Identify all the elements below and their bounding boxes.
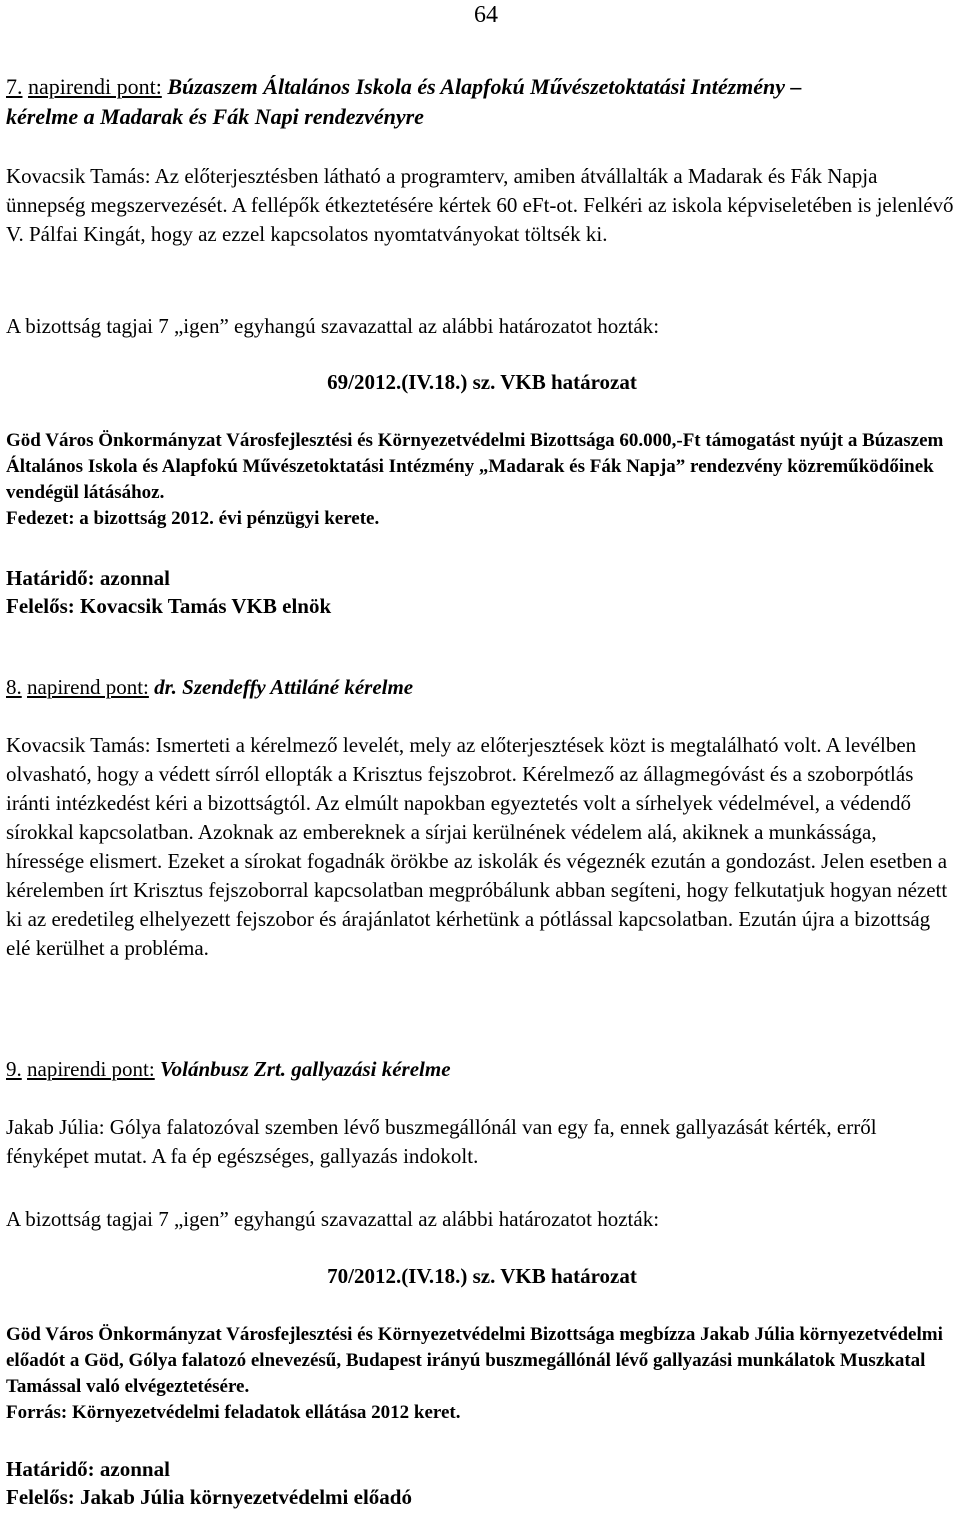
resolution-69-deadline: Határidő: azonnal — [6, 566, 170, 590]
resolution-69-text: Göd Város Önkormányzat Városfejlesztési és Környezetvédelmi Bizottsága 60.000,-Ft támogatást nyújt a Búzaszem Általános Iskola és Alapfokú Művészetoktatási Intézmény „Madarak és Fák Napja” rendezvény közreműködőinek vendégül látásához. — [6, 430, 944, 503]
agenda-item-8-body: Kovacsik Tamás: Ismerteti a kérelmező levelét, mely az előterjesztések közt is megtalálható volt. A levélben olvasható, hogy a védett sírról ellopták a Krisztus fejszobrot. Kérelmező az állagmegóvást és a szoborpótlás iránti intézkedést kéri a bizottságtól. Az elmúlt napokban egyeztetés volt a sírhelyek védelmével, a védendő sírokkal kapcsolatban. Azoknak az embereknek a sírjai kerülnének védelem alá, akiknek a munkássága, híressége elismert. Ezeket a sírokat fogadnák örökbe az iskolák és végeznék ezután a gondozást. Jelen esetben a kérelemben írt Krisztus fejszoborral kapcsolatban megpróbálunk abban segíteni, hogy felkutatjuk hogyan nézett ki az eredetileg elhelyezett fejszobor és árajánlatot kérhetünk a pótlással kapcsolatban. Ezután újra a bizottság elé kerülhet a probléma. — [6, 733, 948, 960]
agenda-item-8-label: napirend pont: — [27, 675, 149, 699]
resolution-69-funding: Fedezet: a bizottság 2012. évi pénzügyi kerete. — [6, 508, 380, 529]
resolution-70-deadline: Határidő: azonnal — [6, 1457, 170, 1481]
agenda-item-9-body: Jakab Júlia: Gólya falatozóval szemben lévő buszmegállónál van egy fa, ennek gallyazását kérték, erről fényképet mutat. A fa ép egészséges, gallyazás indokolt. — [6, 1115, 877, 1168]
agenda-item-9-number: 9. — [6, 1057, 22, 1081]
page-number: 64 — [474, 2, 498, 28]
resolution-70-text: Göd Város Önkormányzat Városfejlesztési és Környezetvédelmi Bizottsága megbízza Jakab Júlia környezetvédelmi előadót a Göd, Gólya falatozó elnevezésű, Budapest irányú buszmegállónál lévő gallyazási munkálatok Muszkatal Tamással való elvégeztetésére. — [6, 1324, 943, 1397]
agenda-item-8-heading — [6, 673, 958, 702]
resolution-70-responsible: Felelős: Jakab Júlia környezetvédelmi előadó — [6, 1485, 412, 1509]
agenda-item-7-title-line2: kérelme a Madarak és Fák Napi rendezvényre — [6, 104, 424, 129]
agenda-item-9-heading — [6, 1055, 958, 1084]
agenda-item-7-body: Kovacsik Tamás: Az előterjesztésben látható a programterv, amiben átvállalták a Madarak és Fák Napja ünnepség megszervezését. A fellépők étkeztetésére kértek 60 eFt-ot. Felkéri az iskola képviseletében is jelenlévő V. Pálfai Kingát, hogy az ezzel kapcsolatos nyomtatványokat töltsék ki. — [6, 164, 954, 246]
agenda-item-9-title: Volánbusz Zrt. gallyazási kérelme — [159, 1057, 451, 1081]
agenda-item-9-vote: A bizottság tagjai 7 „igen” egyhangú szavazattal az alábbi határozatot hozták: — [6, 1207, 660, 1231]
agenda-item-7-title-line1: Búzaszem Általános Iskola és Alapfokú Művészetoktatási Intézmény – — [167, 74, 802, 99]
agenda-item-8-number: 8. — [6, 675, 22, 699]
agenda-item-9-label: napirendi pont: — [27, 1057, 155, 1081]
agenda-item-7-heading — [6, 72, 958, 132]
resolution-69-responsible: Felelős: Kovacsik Tamás VKB elnök — [6, 594, 332, 618]
resolution-70-title: 70/2012.(IV.18.) sz. VKB határozat — [327, 1264, 637, 1288]
resolution-69-title: 69/2012.(IV.18.) sz. VKB határozat — [327, 370, 637, 394]
agenda-item-7-number: 7. — [6, 74, 23, 99]
agenda-item-8-title: dr. Szendeffy Attiláné kérelme — [154, 675, 414, 699]
resolution-70-source: Forrás: Környezetvédelmi feladatok ellátása 2012 keret. — [6, 1402, 461, 1423]
agenda-item-7-label: napirendi pont: — [28, 74, 162, 99]
agenda-item-7-vote: A bizottság tagjai 7 „igen” egyhangú szavazattal az alábbi határozatot hozták: — [6, 314, 660, 338]
